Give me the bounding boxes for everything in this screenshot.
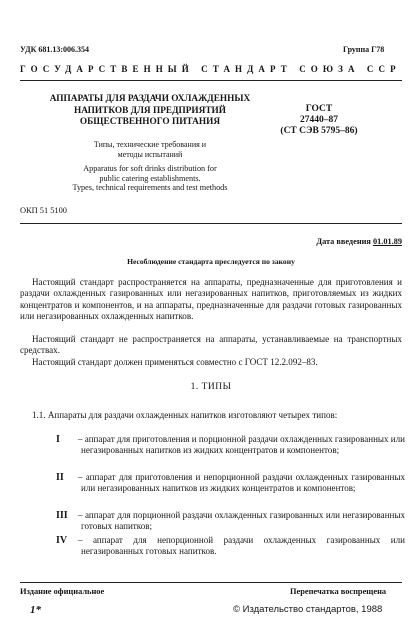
reference-paragraph: Настоящий стандарт должен применяться совместно с ГОСТ 12.2.092–83. [32,357,318,367]
section-heading: 1. ТИПЫ [190,382,232,392]
type-description: – аппарат для приготовления и непорционной раздачи охлажденных газированных или негазированных напитков из жидких концентратов и компонентов; [78,472,405,494]
scope-paragraph: Настоящий стандарт распространяется на аппараты, предназначенные для приготовления и раздачи охлажденных газированных или негазированных напитков, приготовляемых из жидких концентратов и компонентов, и на аппараты, предназначенные для раздачи готовых газированных или негазированных охлажденных напитков. [20,277,402,322]
gost-number: 27440–87 [300,115,338,125]
type-number: I [56,434,60,445]
type-number: III [56,510,68,521]
subtitle-line: методы испытаний [117,149,183,159]
sev-number: (СТ СЭВ 5795–86) [280,126,358,136]
state-standard-heading: ГОСУДАРСТВЕННЫЙ СТАНДАРТ СОЮЗА ССР [20,64,401,74]
gost-designation [274,104,364,137]
type-item-2 [20,472,405,506]
type-item-1 [20,434,405,468]
type-description: – аппарат для непорционной раздачи охлажденных газированных или негазированных готовых напитков. [78,535,405,557]
title-line: НАПИТКОВ ДЛЯ ПРЕДПРИЯТИЙ [73,105,227,116]
document-title-en [40,164,260,193]
gost-label: ГОСТ [305,104,333,114]
official-edition: Издание официальное [20,587,105,596]
title-line: ОБЩЕСТВЕННОГО ПИТАНИЯ [79,117,221,127]
footer-rule [20,582,402,583]
title-line: АППАРАТЫ ДЛЯ РАЗДАЧИ ОХЛАЖДЕННЫХ [49,94,251,104]
header-rule [20,80,402,81]
type-number: IV [56,535,68,546]
legal-notice: Несоблюдение стандарта преследуется по закону [127,257,295,266]
type-description: – аппарат для порционной раздачи охлажденных газированных или негазированных готовых напитков; [78,510,405,532]
group-code: Группа Г78 [343,45,385,54]
title-en-line: public catering establishments. [99,173,201,183]
okp-code: ОКП 51 5100 [20,206,67,215]
intro-date-label: Дата введения [316,237,371,246]
type-item-4 [20,535,405,558]
type-number: II [56,472,64,483]
title-en-line: Apparatus for soft drinks distribution for [83,164,217,173]
exclusion-paragraph: Настоящий стандарт не распространяется на аппараты, устанавливаемые на транспортных средствах. [20,334,402,356]
document-title-ru [40,94,260,129]
intro-date-value: 01.01.89 [372,237,402,246]
clause-1-1: 1.1. Аппараты для раздачи охлажденных напитков изготовляют четырех типов: [32,410,338,420]
udk-code: УДК 681.13:006.354 [20,45,90,54]
subtitle-line: Типы, технические требования и [93,140,207,149]
title-rule [20,223,402,224]
sheet-mark: 1* [30,604,41,616]
introduction-date [255,237,402,246]
title-en-line: Types, technical requirements and test methods [72,183,228,192]
reprint-notice: Перепечатка воспрещена [290,587,387,596]
type-description: – аппарат для приготовления и порционной раздачи охлажденных газированных или негазированных напитков из жидких концентратов и компонентов; [78,434,405,456]
copyright-notice: © Издательство стандартов, 1988 [233,604,383,615]
type-item-3 [20,510,405,533]
document-subtitle-ru [40,140,260,159]
